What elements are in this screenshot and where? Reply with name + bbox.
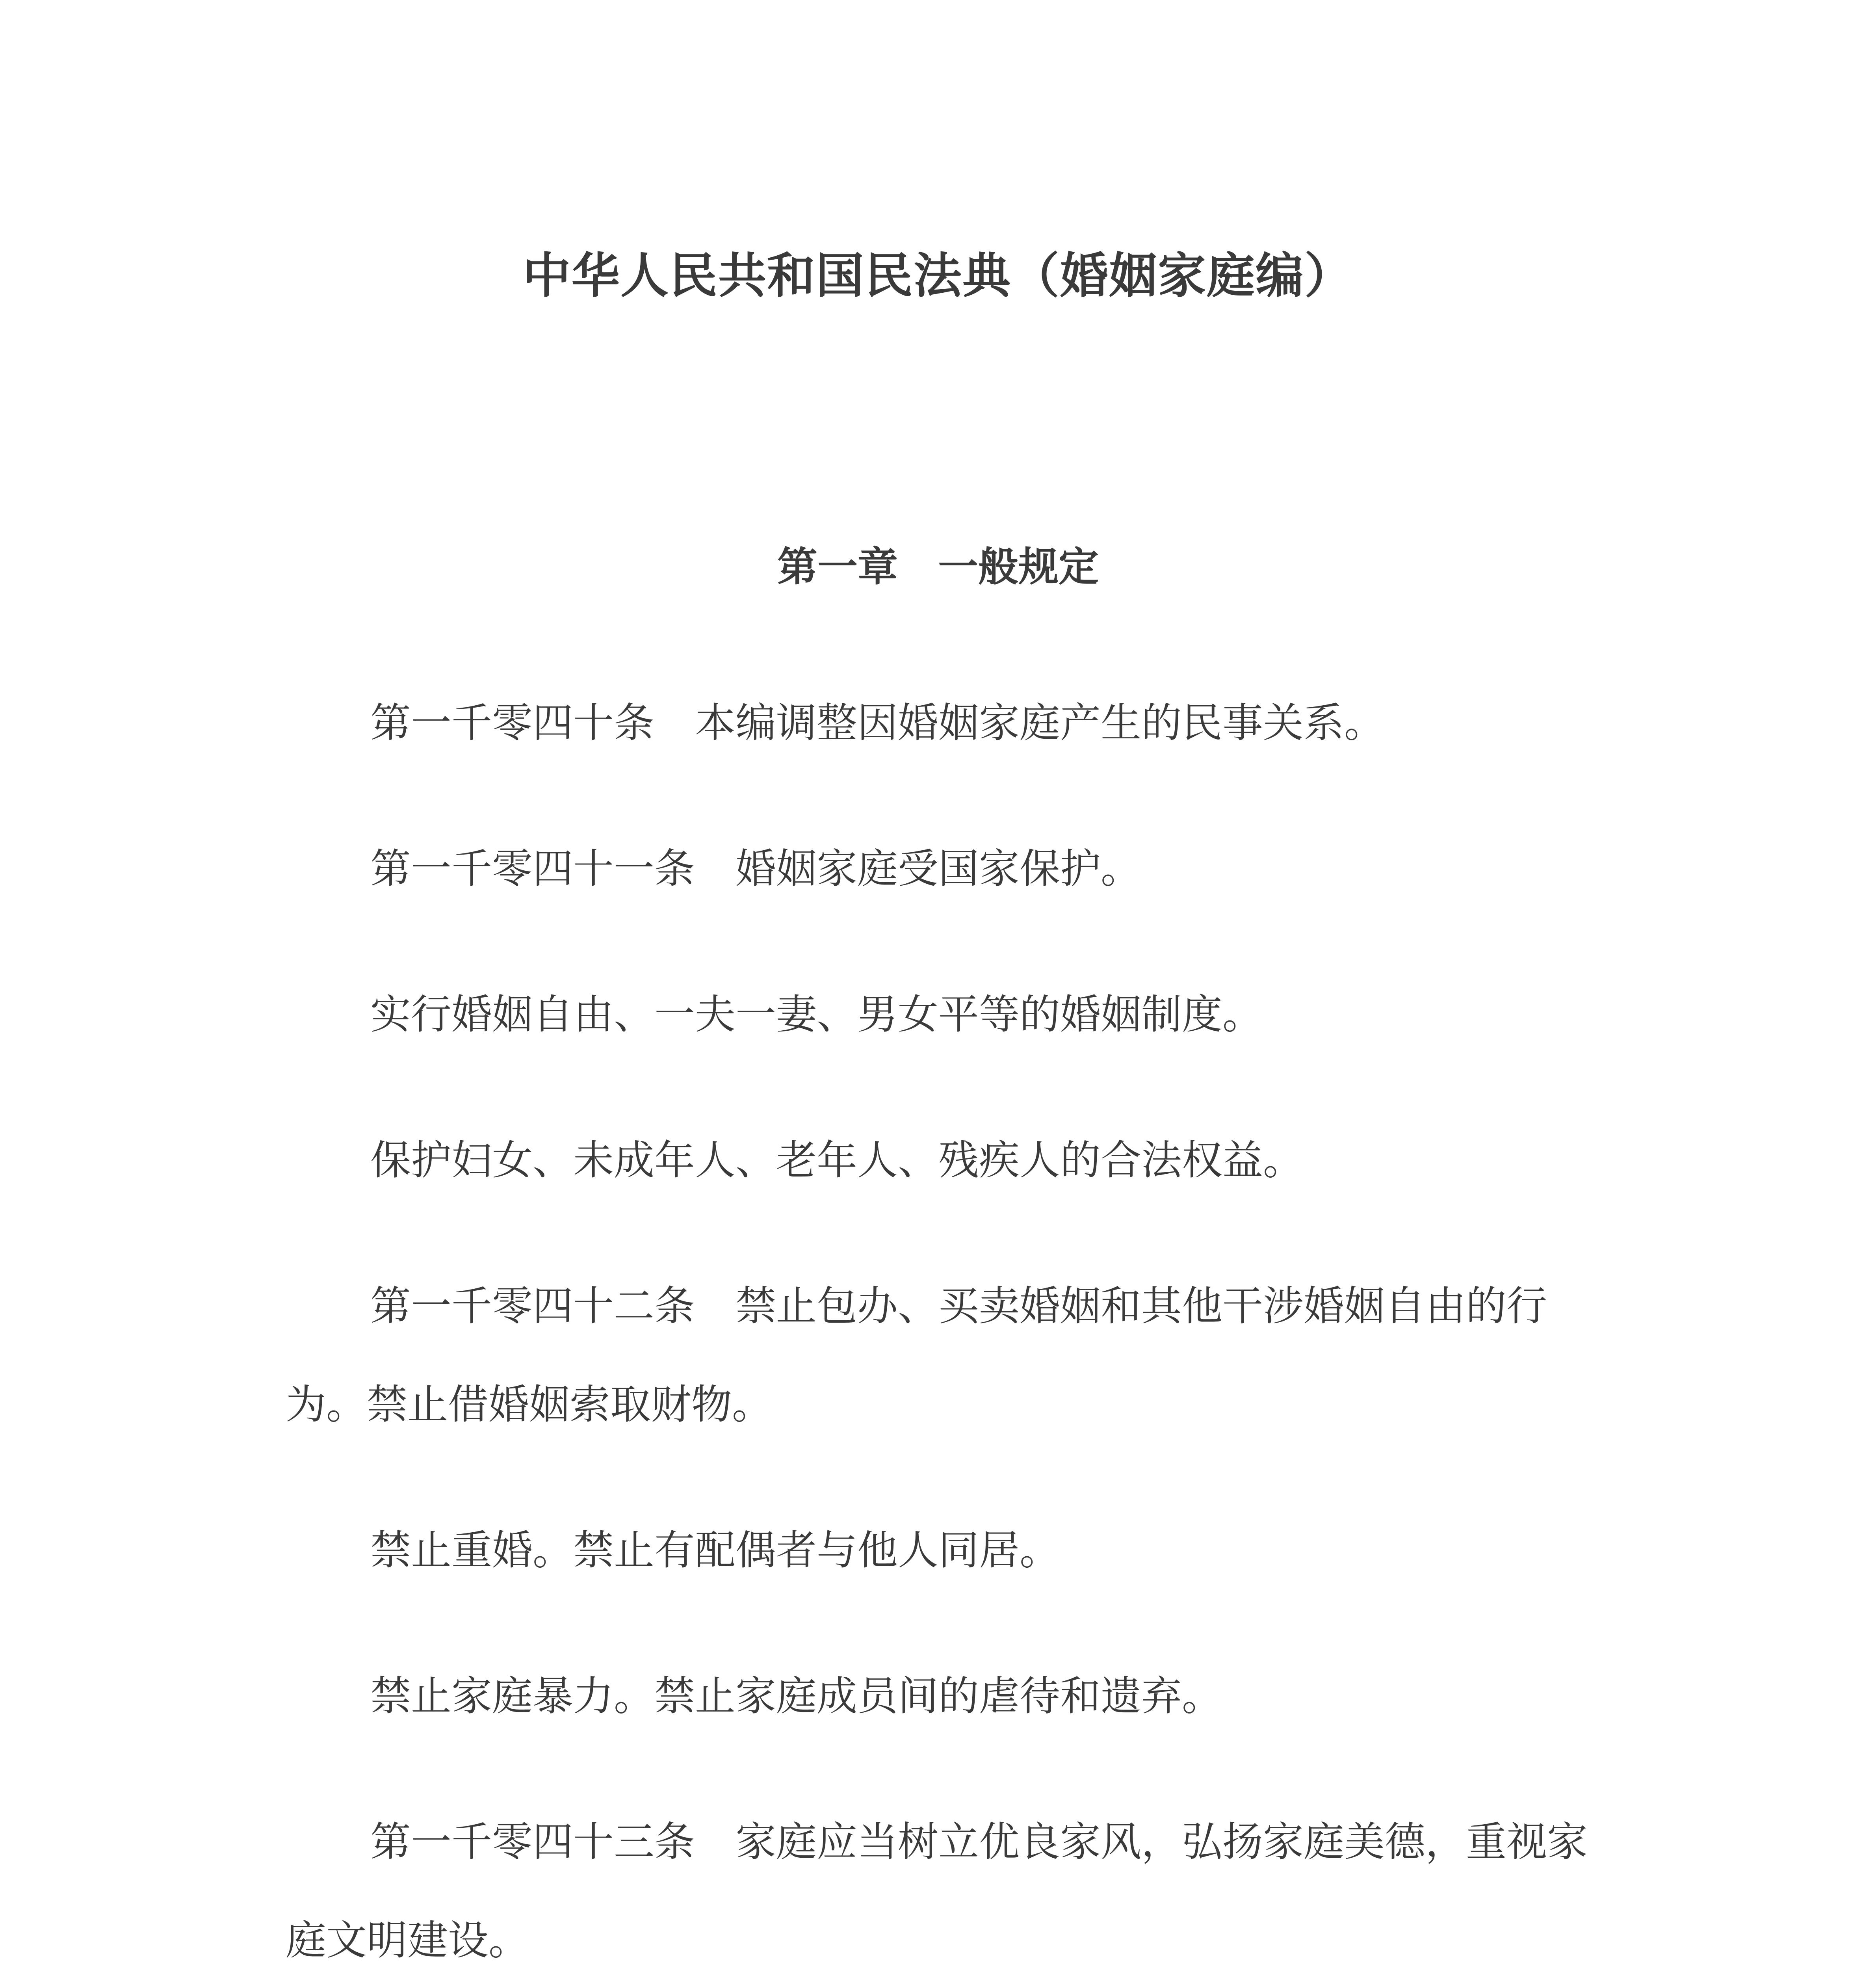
chapter-title: 第一章 一般规定	[777, 544, 1099, 591]
paragraph-article-1043: 第一千零四十三条 家庭应当树立优良家风，弘扬家庭美德，重视家庭文明建设。	[286, 1818, 1588, 1964]
paragraph-prohibit-bigamy: 禁止重婚。禁止有配偶者与他人同居。	[370, 1527, 1060, 1574]
document-body	[286, 674, 1601, 1970]
paragraph-article-1042: 第一千零四十二条 禁止包办、买卖婚姻和其他干涉婚姻自由的行为。禁止借婚姻索取财物。	[286, 1282, 1547, 1428]
paragraph-protect-rights: 保护妇女、未成年人、老年人、残疾人的合法权益。	[370, 1137, 1304, 1184]
paragraph-marriage-freedom: 实行婚姻自由、一夫一妻、男女平等的婚姻制度。	[370, 991, 1263, 1038]
document-title: 中华人民共和国民法典（婚姻家庭编）	[523, 248, 1353, 304]
paragraph-article-1041: 第一千零四十一条 婚姻家庭受国家保护。	[370, 845, 1141, 892]
paragraph-prohibit-violence: 禁止家庭暴力。禁止家庭成员间的虐待和遗弃。	[370, 1673, 1222, 1720]
paragraph-article-1040: 第一千零四十条 本编调整因婚姻家庭产生的民事关系。	[370, 699, 1385, 747]
